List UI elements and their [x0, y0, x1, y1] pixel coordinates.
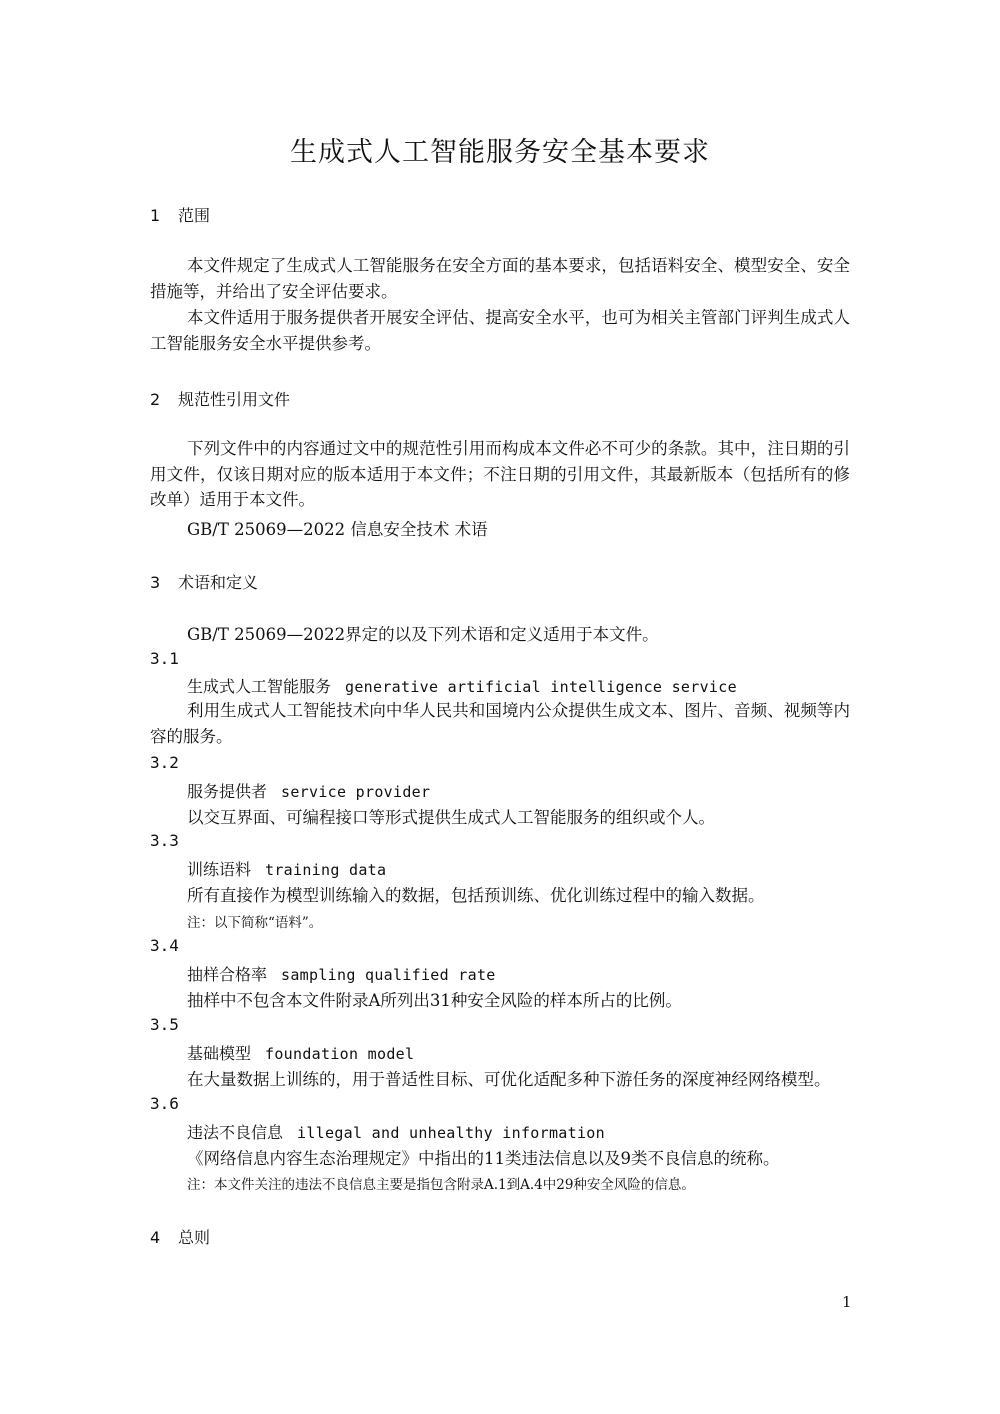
term-zh: 基础模型	[187, 1044, 252, 1063]
term-title	[187, 1041, 414, 1064]
section-2-paragraph-1: 下列文件中的内容通过文中的规范性引用而构成本文件必不可少的条款。其中，注日期的引用文件，仅该日期对应的版本适用于本文件；不注日期的引用文件，其最新版本（包括所有的修改单）适用于本文件。	[150, 439, 850, 509]
section-2-heading	[150, 387, 290, 410]
term-number: 3.6	[150, 1094, 179, 1113]
section-1-paragraph-2: 本文件适用于服务提供者开展安全评估、提高安全水平，也可为相关主管部门评判生成式人工智能服务安全水平提供参考。	[150, 308, 850, 353]
section-3-heading	[150, 570, 258, 593]
term-title	[187, 1120, 605, 1143]
term-en: generative artificial intelligence service	[345, 678, 737, 696]
term-en: illegal and unhealthy information	[297, 1124, 605, 1142]
section-number: 4	[150, 1228, 161, 1247]
term-en: sampling qualified rate	[281, 966, 496, 984]
term-number: 3.2	[150, 753, 179, 772]
term-definition: 所有直接作为模型训练输入的数据，包括预训练、优化训练过程中的输入数据。	[187, 886, 765, 905]
term-definition: 在大量数据上训练的，用于普适性目标、可优化适配多种下游任务的深度神经网络模型。	[187, 1070, 831, 1089]
section-4-heading	[150, 1225, 210, 1248]
term-number: 3.3	[150, 831, 179, 850]
term-note	[187, 911, 322, 931]
term-en: service provider	[281, 783, 431, 801]
section-title: 术语和定义	[178, 573, 259, 592]
page-number: 1	[842, 1293, 852, 1311]
section-1-heading	[150, 203, 210, 226]
term-zh: 违法不良信息	[187, 1123, 284, 1142]
section-number: 2	[150, 390, 161, 409]
term-note	[187, 1173, 695, 1193]
term-title	[187, 857, 386, 880]
normative-reference: GB/T 25069—2022 信息安全技术 术语	[187, 520, 488, 539]
page-title: 生成式人工智能服务安全基本要求	[290, 137, 710, 168]
note-text: 本文件关注的违法不良信息主要是指包含附录A.1到A.4中29种安全风险的信息。	[214, 1177, 695, 1193]
section-number: 1	[150, 206, 161, 225]
note-label: 注：	[187, 915, 214, 931]
section-title: 范围	[178, 206, 211, 225]
section-title: 规范性引用文件	[178, 390, 291, 409]
term-definition: 抽样中不包含本文件附录A所列出31种安全风险的样本所占的比例。	[187, 991, 682, 1010]
term-number: 3.5	[150, 1015, 179, 1034]
term-definition: 利用生成式人工智能技术向中华人民共和国境内公众提供生成文本、图片、音频、视频等内容的服务。	[150, 701, 850, 746]
term-en: foundation model	[265, 1045, 415, 1063]
note-label: 注：	[187, 1177, 214, 1193]
term-number: 3.1	[150, 649, 179, 668]
section-number: 3	[150, 573, 161, 592]
term-title	[187, 962, 496, 985]
note-text: 以下简称“语料”。	[214, 915, 323, 931]
section-title: 总则	[178, 1228, 211, 1247]
section-3-intro: GB/T 25069—2022界定的以及下列术语和定义适用于本文件。	[187, 625, 659, 644]
term-definition: 《网络信息内容生态治理规定》中指出的11类违法信息以及9类不良信息的统称。	[187, 1149, 780, 1168]
term-zh: 训练语料	[187, 860, 252, 879]
term-zh: 生成式人工智能服务	[187, 677, 332, 696]
section-1-paragraph-1: 本文件规定了生成式人工智能服务在安全方面的基本要求，包括语料安全、模型安全、安全措施等，并给出了安全评估要求。	[150, 256, 850, 301]
term-en: training data	[265, 861, 387, 879]
term-number: 3.4	[150, 936, 179, 955]
term-title	[187, 779, 430, 802]
term-title	[187, 674, 737, 697]
term-zh: 服务提供者	[187, 782, 268, 801]
term-definition: 以交互界面、可编程接口等形式提供生成式人工智能服务的组织或个人。	[187, 808, 715, 827]
term-zh: 抽样合格率	[187, 965, 268, 984]
